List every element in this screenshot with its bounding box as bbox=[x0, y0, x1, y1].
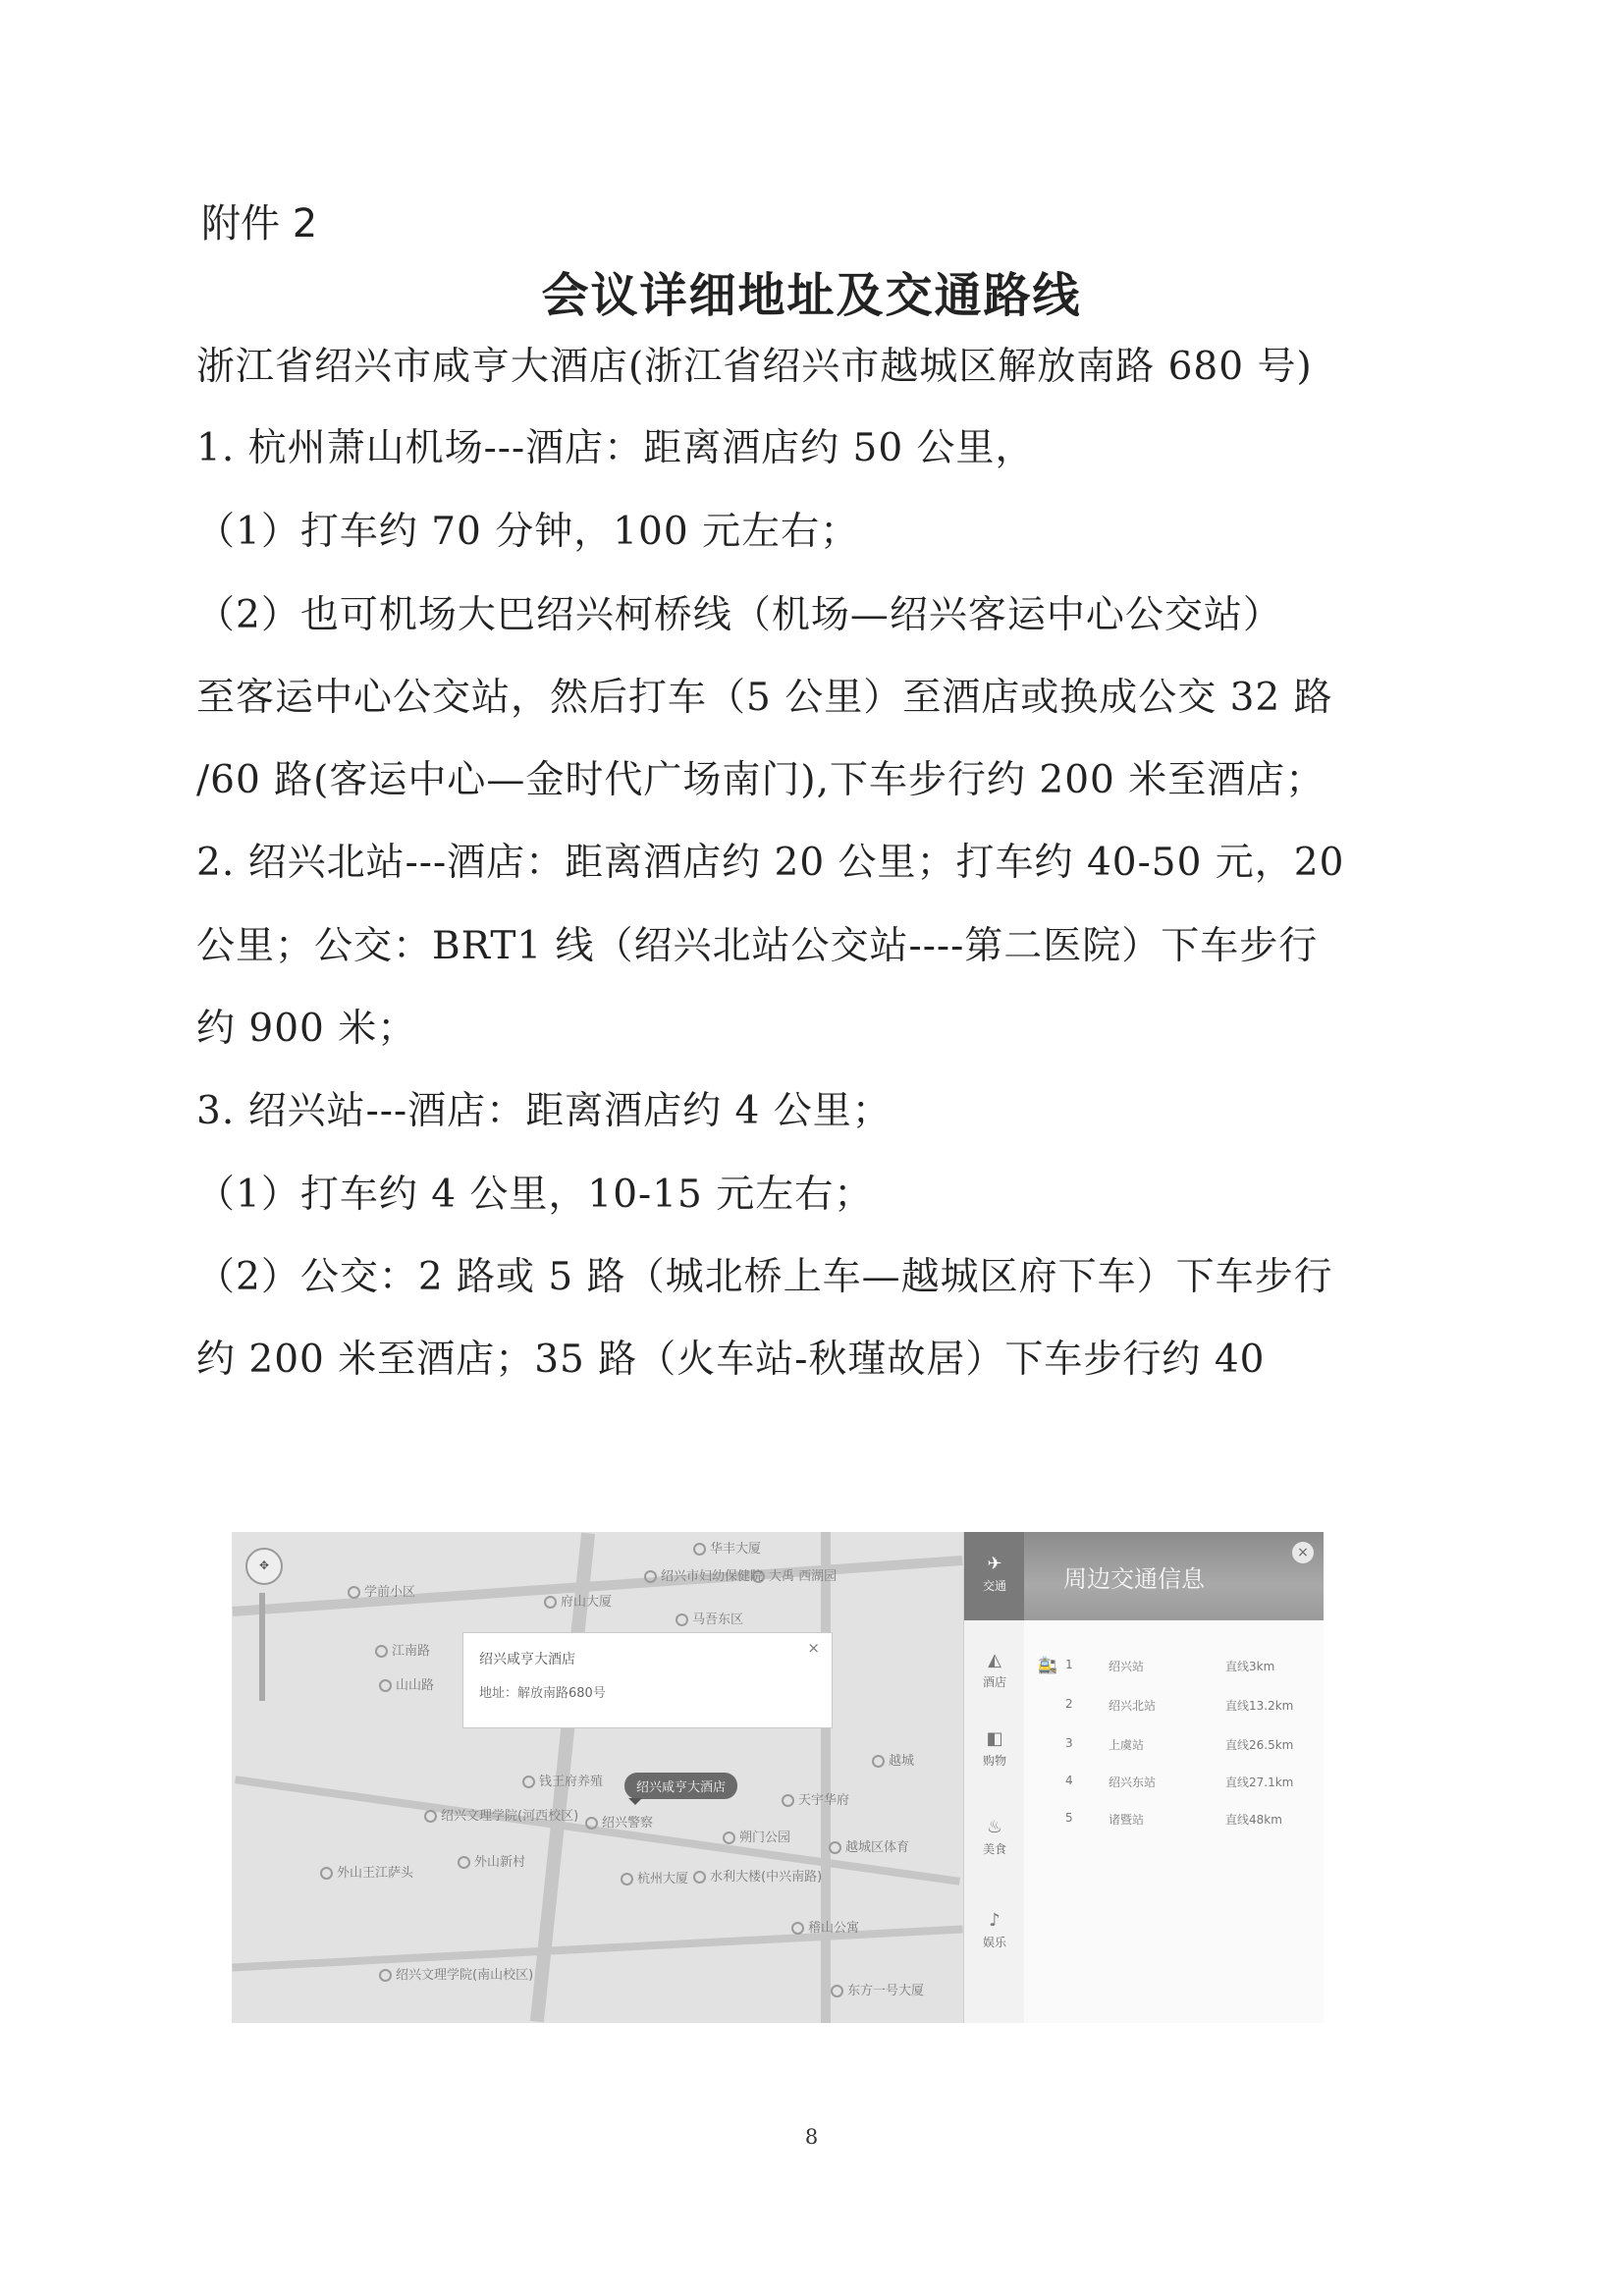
hotel-marker[interactable]: 绍兴咸亨大酒店 bbox=[624, 1773, 737, 1799]
airplane-icon: ✈ bbox=[987, 1554, 1002, 1574]
paragraph-line: 约 200 米至酒店；35 路（火车站-秋瑾故居）下车步行约 40 bbox=[196, 1338, 1266, 1382]
paragraph-line: /60 路(客运中心—金时代广场南门),下车步行约 200 米至酒店； bbox=[196, 758, 1325, 802]
category-tabs bbox=[963, 1532, 1025, 2023]
document-title: 会议详细地址及交通路线 bbox=[541, 268, 1082, 323]
map-poi[interactable]: 华丰大厦 bbox=[693, 1538, 761, 1557]
map-poi[interactable]: 东方一号大厦 bbox=[831, 1980, 924, 1998]
hotel-info-popup bbox=[462, 1632, 833, 1728]
map-poi[interactable]: 水利大楼(中兴南路) bbox=[693, 1866, 822, 1885]
popup-hotel-name: 绍兴咸亨大酒店 bbox=[479, 1652, 575, 1667]
paragraph-line: 3. 绍兴站---酒店：距离酒店约 4 公里； bbox=[196, 1089, 892, 1133]
map-poi[interactable]: 外山新村 bbox=[458, 1851, 525, 1870]
paragraph-line: 至客运中心公交站，然后打车（5 公里）至酒店或换成公交 32 路 bbox=[196, 676, 1333, 720]
map-poi[interactable]: 钱王府养殖 bbox=[522, 1771, 603, 1789]
paragraph-line: 浙江省绍兴市咸亨大酒店(浙江省绍兴市越城区解放南路 680 号) bbox=[196, 345, 1313, 389]
attachment-label: 附件 2 bbox=[201, 201, 318, 246]
food-icon: ♨ bbox=[986, 1817, 1003, 1837]
popup-hotel-address: 地址：解放南路680号 bbox=[479, 1686, 606, 1701]
paragraph-line: （1）打车约 70 分钟，100 元左右； bbox=[196, 510, 860, 554]
map-poi[interactable]: 越城区体育 bbox=[829, 1836, 909, 1855]
map-poi[interactable]: 外山王江萨头 bbox=[320, 1862, 413, 1881]
map-poi[interactable]: 府山大厦 bbox=[544, 1591, 612, 1610]
zoom-slider[interactable] bbox=[259, 1593, 265, 1701]
tab-shopping[interactable]: ◧ 购物 bbox=[964, 1728, 1025, 1769]
hotel-icon: ◭ bbox=[988, 1650, 1001, 1670]
popup-close-icon[interactable]: × bbox=[807, 1639, 820, 1657]
tab-traffic[interactable]: ✈ 交通 bbox=[964, 1532, 1025, 1620]
paragraph-line: 1. 杭州萧山机场---酒店：距离酒店约 50 公里， bbox=[196, 426, 1035, 470]
paragraph-line: （2）公交：2 路或 5 路（城北桥上车—越城区府下车）下车步行 bbox=[196, 1255, 1333, 1299]
paragraph-line: 公里；公交：BRT1 线（绍兴北站公交站----第二医院）下车步行 bbox=[196, 924, 1319, 968]
map-screenshot bbox=[232, 1532, 1324, 2023]
panel-close-icon[interactable]: × bbox=[1292, 1542, 1314, 1563]
map-poi[interactable]: 学前小区 bbox=[348, 1581, 415, 1600]
shopping-icon: ◧ bbox=[986, 1728, 1003, 1749]
page-number: 8 bbox=[804, 2125, 819, 2149]
panel-header bbox=[1024, 1532, 1324, 1620]
train-icon: 🚉 bbox=[1038, 1656, 1057, 1674]
map-poi[interactable]: 越城 bbox=[872, 1750, 914, 1769]
map-poi[interactable]: 杭州大厦 bbox=[621, 1868, 688, 1886]
tab-entertainment[interactable]: ♪ 娱乐 bbox=[964, 1910, 1025, 1950]
tab-hotel[interactable]: ◭ 酒店 bbox=[964, 1650, 1025, 1690]
map-canvas[interactable] bbox=[232, 1532, 963, 2023]
map-poi[interactable]: 稽山公寓 bbox=[791, 1917, 859, 1936]
paragraph-line: 2. 绍兴北站---酒店：距离酒店约 20 公里；打车约 40-50 元，20 bbox=[196, 841, 1345, 885]
map-poi[interactable]: 朔门公园 bbox=[723, 1827, 790, 1845]
panel-title: 周边交通信息 bbox=[1063, 1565, 1205, 1593]
map-poi[interactable]: 绍兴文理学院(南山校区) bbox=[379, 1964, 533, 1983]
map-poi[interactable]: 大禹 西湖园 bbox=[752, 1565, 837, 1584]
paragraph-line: （1）打车约 4 公里，10-15 元左右； bbox=[196, 1173, 874, 1217]
tab-food[interactable]: ♨ 美食 bbox=[964, 1817, 1025, 1857]
traffic-panel: 周边交通信息 × 🚉 1 绍兴站 直线3km 2 绍兴北站 直线13.2km 3 上虞站 直线26.5km 4 绍兴东站 直线27.1km 5 诸暨站 直线48km bbox=[1024, 1532, 1324, 2023]
map-poi[interactable]: 江南路 bbox=[375, 1640, 430, 1659]
paragraph-line: （2）也可机场大巴绍兴柯桥线（机场—绍兴客运中心公交站） bbox=[196, 593, 1282, 637]
music-icon: ♪ bbox=[989, 1910, 1001, 1931]
pan-control[interactable]: ✥ bbox=[245, 1548, 283, 1585]
map-poi[interactable]: 天宇华府 bbox=[782, 1789, 849, 1808]
map-poi[interactable]: 绍兴市妇幼保健院 bbox=[644, 1565, 763, 1584]
paragraph-line: 约 900 米； bbox=[196, 1007, 417, 1051]
map-poi[interactable]: 山山路 bbox=[379, 1674, 434, 1693]
map-poi[interactable]: 绍兴文理学院(河西校区) bbox=[424, 1805, 578, 1824]
map-poi[interactable]: 绍兴警察 bbox=[585, 1812, 653, 1831]
map-poi[interactable]: 马吾东区 bbox=[676, 1609, 743, 1627]
